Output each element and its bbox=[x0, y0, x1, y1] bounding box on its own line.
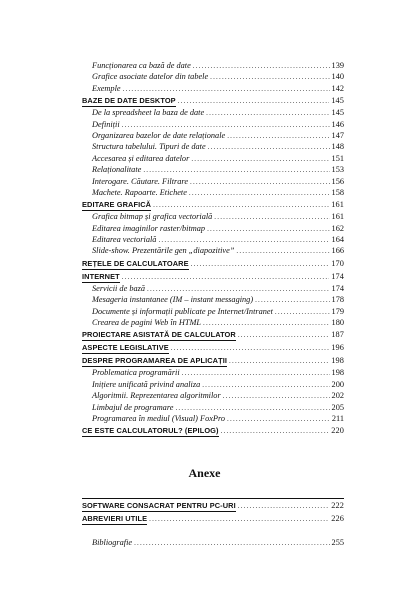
dot-leader bbox=[149, 513, 329, 526]
toc-entry-label: Funcționarea ca bază de date bbox=[92, 61, 191, 70]
toc-page-number: 198 bbox=[331, 356, 344, 366]
toc-page-number: 174 bbox=[331, 283, 344, 293]
toc-section-entry bbox=[82, 270, 344, 283]
toc-page-number: 156 bbox=[331, 176, 344, 186]
dot-leader bbox=[206, 108, 329, 119]
dot-leader bbox=[210, 72, 329, 83]
toc-page-number: 161 bbox=[331, 200, 344, 210]
dot-leader bbox=[214, 212, 329, 223]
toc-subsection-entry bbox=[82, 245, 344, 256]
toc-section-entry bbox=[82, 328, 344, 341]
toc-page-number: 145 bbox=[331, 96, 344, 106]
dot-leader bbox=[223, 391, 330, 402]
toc-entry-label: Exemple bbox=[92, 83, 121, 93]
dot-leader bbox=[227, 414, 330, 425]
toc-entry-label: EDITARE GRAFICĂ bbox=[82, 200, 152, 210]
toc-entry-label: Definiții bbox=[92, 119, 120, 129]
toc-section-entry bbox=[82, 498, 344, 512]
toc-entry-label: Documente și informații publicate pe Internet/Intranet bbox=[92, 306, 273, 316]
toc-entry-label: Machete. Rapoarte. Etichete bbox=[92, 187, 187, 197]
toc-subsection-entry bbox=[82, 71, 344, 82]
toc-page-number: 140 bbox=[331, 72, 344, 82]
dot-leader bbox=[227, 131, 329, 142]
dot-leader bbox=[236, 246, 329, 257]
toc-subsection-entry bbox=[82, 211, 344, 222]
dot-leader bbox=[191, 154, 329, 165]
toc-entry-label: Organizarea bazelor de date relaționale bbox=[92, 130, 226, 140]
toc-page-number: 158 bbox=[331, 187, 344, 197]
toc-entry-label: DESPRE PROGRAMAREA DE APLICAȚII bbox=[82, 356, 228, 366]
toc-page-number: 162 bbox=[331, 223, 344, 233]
dot-leader bbox=[238, 500, 330, 513]
toc-subsection-entry bbox=[82, 223, 344, 234]
dot-leader bbox=[193, 61, 330, 72]
dot-leader bbox=[208, 142, 330, 153]
dot-leader bbox=[203, 318, 330, 329]
toc-entry-label: Mesageria instantanee (IM – instant messaging) bbox=[92, 295, 254, 305]
toc-subsection-entry bbox=[82, 294, 344, 305]
toc-page-number: 179 bbox=[331, 306, 344, 316]
toc-subsection-entry bbox=[82, 234, 344, 245]
toc-subsection-entry bbox=[82, 537, 344, 548]
toc-entry-label: Slide-show. Prezentările gen „diapozitive” bbox=[92, 246, 235, 256]
dot-leader bbox=[191, 258, 330, 271]
toc-subsection-entry bbox=[82, 153, 344, 164]
toc-entry-label: Problematica programării bbox=[92, 368, 180, 378]
toc-entry-label: CE ESTE CALCULATORUL? (EPILOG) bbox=[82, 426, 219, 436]
dot-leader bbox=[221, 425, 330, 438]
toc-section-entry bbox=[82, 512, 344, 525]
dot-leader bbox=[171, 342, 329, 355]
toc-page-number: 142 bbox=[331, 83, 344, 93]
toc-page-number: 202 bbox=[331, 391, 344, 401]
toc-subsection-entry bbox=[82, 60, 344, 71]
toc-entry-label: Accesarea și editarea datelor bbox=[92, 153, 190, 163]
toc-page-number: 226 bbox=[331, 514, 344, 523]
toc-entry-label: INTERNET bbox=[82, 271, 120, 281]
toc-section-entry bbox=[82, 198, 344, 211]
annex-list bbox=[82, 493, 344, 548]
dot-leader bbox=[229, 355, 329, 368]
toc-entry-label: Editarea imaginilor raster/bitmap bbox=[92, 223, 206, 233]
toc-subsection-entry bbox=[82, 402, 344, 413]
toc-subsection-entry bbox=[82, 367, 344, 378]
dot-leader bbox=[275, 307, 330, 318]
toc-entry-label: Limbajul de programare bbox=[92, 402, 174, 412]
toc-entry-label: Interogare. Căutare. Filtrare bbox=[92, 176, 189, 186]
toc-entry-label: Algoritmii. Reprezentarea algoritmilor bbox=[92, 391, 221, 401]
dot-leader bbox=[238, 329, 329, 342]
toc-subsection-entry bbox=[82, 306, 344, 317]
toc-entry-label: SOFTWARE CONSACRAT PENTRU PC-URI bbox=[82, 501, 236, 510]
toc-page-number: 153 bbox=[331, 165, 344, 175]
dot-leader bbox=[202, 380, 329, 391]
toc-page-number: 174 bbox=[331, 271, 344, 281]
toc-entry-label: PROIECTARE ASISTATĂ DE CALCULATOR bbox=[82, 330, 236, 340]
toc-entry-label: Grafice asociate datelor din tabele bbox=[92, 72, 209, 82]
toc-subsection-entry bbox=[82, 176, 344, 187]
toc-entry-label: De la spreadsheet la baza de date bbox=[92, 108, 205, 118]
toc-subsection-entry bbox=[82, 164, 344, 175]
toc-page-number: 146 bbox=[331, 119, 344, 129]
dot-leader bbox=[189, 188, 330, 199]
toc-section-entry bbox=[82, 354, 344, 367]
dot-leader bbox=[123, 84, 330, 95]
toc-page-number: 220 bbox=[331, 426, 344, 436]
dot-leader bbox=[134, 538, 329, 549]
toc-section-entry bbox=[82, 94, 344, 107]
toc-entry-label: Servicii de bază bbox=[92, 283, 145, 293]
toc-page-number: 178 bbox=[331, 295, 344, 305]
toc-subsection-entry bbox=[82, 283, 344, 294]
dot-leader bbox=[190, 177, 330, 188]
toc-subsection-entry bbox=[82, 379, 344, 390]
dot-leader bbox=[207, 224, 329, 235]
dot-leader bbox=[182, 368, 330, 379]
toc-page-number: 170 bbox=[331, 258, 344, 268]
toc-subsection-entry bbox=[82, 107, 344, 118]
table-of-contents bbox=[82, 60, 344, 437]
toc-entry-label: Inițiere unificată privind analiza bbox=[92, 379, 201, 389]
toc-entry-label: Crearea de pagini Web în HTML bbox=[92, 318, 202, 328]
toc-subsection-entry bbox=[82, 130, 344, 141]
toc-section-entry bbox=[82, 257, 344, 270]
toc-page-number: 151 bbox=[331, 153, 344, 163]
toc-entry-label: Relaționalitate bbox=[92, 165, 142, 175]
toc-entry-label: ABREVIERI UTILE bbox=[82, 514, 148, 523]
toc-page-number: 222 bbox=[331, 501, 344, 510]
toc-entry-label: ASPECTE LEGISLATIVE bbox=[82, 343, 169, 353]
toc-subsection-entry bbox=[82, 317, 344, 328]
toc-subsection-entry bbox=[82, 83, 344, 94]
toc-page-number: 198 bbox=[331, 368, 344, 378]
toc-subsection-entry bbox=[82, 390, 344, 401]
toc-page-number: 187 bbox=[331, 330, 344, 340]
toc-page-number: 180 bbox=[331, 318, 344, 328]
toc-subsection-entry bbox=[82, 413, 344, 424]
toc-page-number: 147 bbox=[331, 130, 344, 140]
toc-entry-label: REȚELE DE CALCULATOARE bbox=[82, 258, 189, 268]
toc-page-number: 166 bbox=[331, 246, 344, 256]
toc-page-number: 211 bbox=[331, 413, 344, 423]
dot-leader bbox=[122, 271, 329, 284]
toc-section-entry bbox=[82, 341, 344, 354]
toc-subsection-entry bbox=[82, 187, 344, 198]
toc-entry-label: Structura tabelului. Tipuri de date bbox=[92, 142, 206, 152]
toc-page-number: 161 bbox=[331, 212, 344, 222]
toc-page-number: 255 bbox=[331, 538, 344, 547]
toc-entry-label: Editarea vectorială bbox=[92, 235, 157, 245]
toc-page-number: 200 bbox=[331, 379, 344, 389]
toc-page-number: 196 bbox=[331, 343, 344, 353]
toc-section-entry bbox=[82, 424, 344, 437]
toc-entry-label: Bibliografie bbox=[92, 538, 133, 547]
annex-heading: Anexe bbox=[188, 466, 221, 480]
toc-page-number: 139 bbox=[331, 61, 344, 70]
toc-page-number: 164 bbox=[331, 235, 344, 245]
toc-entry-label: Grafica bitmap și grafica vectorială bbox=[92, 212, 213, 222]
toc-page-number: 145 bbox=[331, 108, 344, 118]
toc-subsection-entry bbox=[82, 119, 344, 130]
toc-page-number: 148 bbox=[331, 142, 344, 152]
toc-entry-label: BAZE DE DATE DESKTOP bbox=[82, 96, 176, 106]
toc-page-number: 205 bbox=[331, 402, 344, 412]
toc-subsection-entry bbox=[82, 141, 344, 152]
toc-entry-label: Programarea în mediul (Visual) FoxPro bbox=[92, 413, 226, 423]
